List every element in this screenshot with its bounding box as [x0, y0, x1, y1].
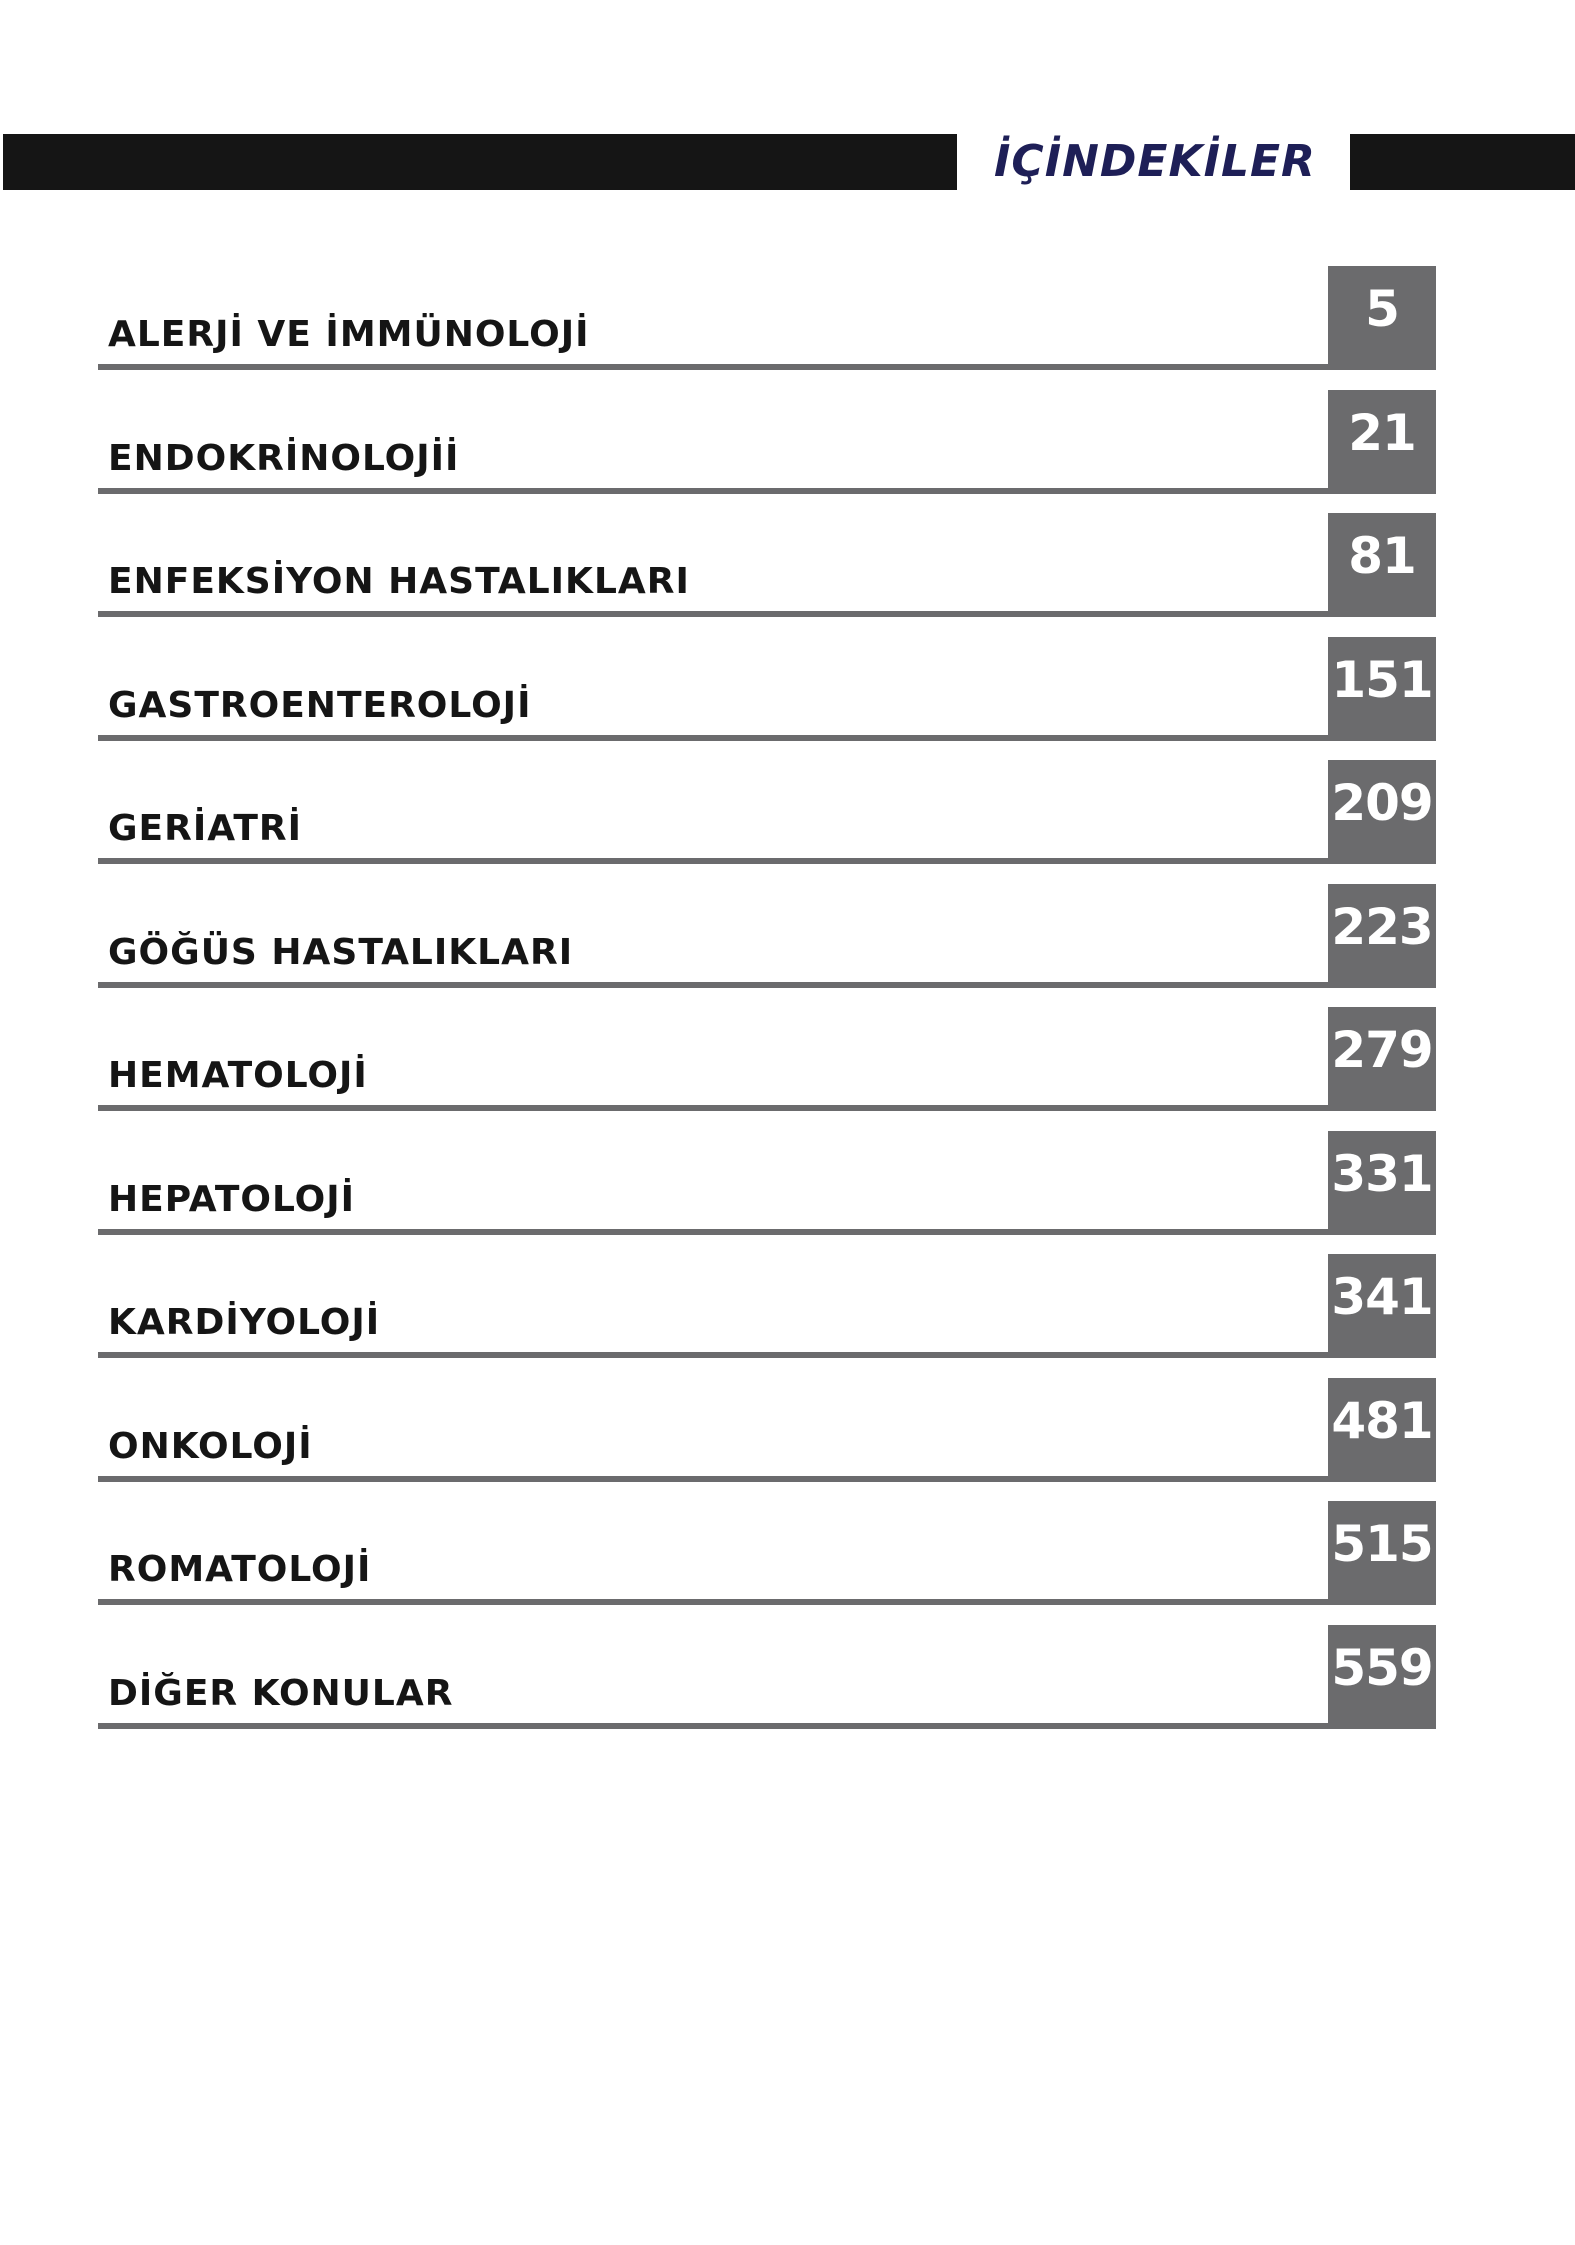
row-underline: [98, 1476, 1436, 1482]
chapter-title: GÖĞÜS HASTALIKLARI: [108, 931, 574, 973]
row-underline: [98, 1105, 1436, 1111]
chapter-title: HEPATOLOJİ: [108, 1178, 356, 1220]
chapter-title: KARDİYOLOJİ: [108, 1302, 381, 1343]
page-number-box: [1328, 513, 1436, 617]
toc-row-onkoloji[interactable]: [98, 1378, 1436, 1482]
chapter-title: ALERJİ VE İMMÜNOLOJİ: [108, 314, 590, 355]
row-underline: [98, 982, 1436, 988]
row-underline: [98, 488, 1436, 494]
row-underline: [98, 1599, 1436, 1605]
page-number: 279: [1331, 1021, 1433, 1079]
chapter-title: GASTROENTEROLOJİ: [108, 684, 532, 726]
page-number: 209: [1331, 774, 1433, 832]
page-number: 151: [1331, 650, 1433, 709]
page-number: 481: [1331, 1391, 1433, 1450]
chapter-title: ENDOKRİNOLOJİİ: [108, 437, 460, 479]
toc-row-gogus[interactable]: [98, 884, 1436, 988]
page-number-box: [1328, 1378, 1436, 1482]
page-number: 5: [1365, 280, 1399, 338]
page-number-box: [1328, 1501, 1436, 1605]
page-number: 21: [1348, 403, 1416, 462]
header-bar-left: [3, 134, 957, 190]
page-number-box: [1328, 390, 1436, 494]
page-number-box: [1328, 1625, 1436, 1729]
page-number: 81: [1348, 527, 1416, 585]
header-bar-right: [1350, 134, 1575, 190]
page-number: 331: [1331, 1144, 1433, 1203]
toc-row-gastroenteroloji[interactable]: [98, 637, 1436, 741]
chapter-title: DİĞER KONULAR: [108, 1672, 454, 1714]
chapter-title: ONKOLOJİ: [108, 1425, 313, 1467]
chapter-title: ENFEKSİYON HASTALIKLARI: [108, 561, 690, 602]
row-underline: [98, 364, 1436, 370]
row-underline: [98, 611, 1436, 617]
page-number-box: [1328, 1254, 1436, 1358]
toc-row-geriatri[interactable]: [98, 760, 1436, 864]
chapter-title: HEMATOLOJİ: [108, 1055, 368, 1096]
toc-row-hematoloji[interactable]: [98, 1007, 1436, 1111]
page-number-box: [1328, 637, 1436, 741]
toc-row-alerji[interactable]: [98, 266, 1436, 370]
page-number: 515: [1331, 1515, 1433, 1573]
page-number-box: [1328, 266, 1436, 370]
toc-row-endokrinoloji[interactable]: [98, 390, 1436, 494]
table-of-contents: [98, 266, 1436, 1748]
page-number-box: [1328, 760, 1436, 864]
row-underline: [98, 1229, 1436, 1235]
page-number-box: [1328, 1131, 1436, 1235]
chapter-title: ROMATOLOJİ: [108, 1549, 372, 1590]
toc-row-romatoloji[interactable]: [98, 1501, 1436, 1605]
row-underline: [98, 1352, 1436, 1358]
row-underline: [98, 735, 1436, 741]
page-number: 559: [1331, 1638, 1433, 1697]
toc-row-kardiyoloji[interactable]: [98, 1254, 1436, 1358]
row-underline: [98, 858, 1436, 864]
toc-row-enfeksiyon[interactable]: [98, 513, 1436, 617]
page-number-box: [1328, 884, 1436, 988]
page-number-box: [1328, 1007, 1436, 1111]
page-title: İÇİNDEKİLER: [994, 136, 1316, 187]
row-underline: [98, 1723, 1436, 1729]
page-number: 223: [1331, 897, 1433, 956]
toc-row-hepatoloji[interactable]: [98, 1131, 1436, 1235]
page-number: 341: [1331, 1268, 1433, 1326]
toc-row-diger[interactable]: [98, 1625, 1436, 1729]
chapter-title: GERİATRİ: [108, 808, 302, 849]
